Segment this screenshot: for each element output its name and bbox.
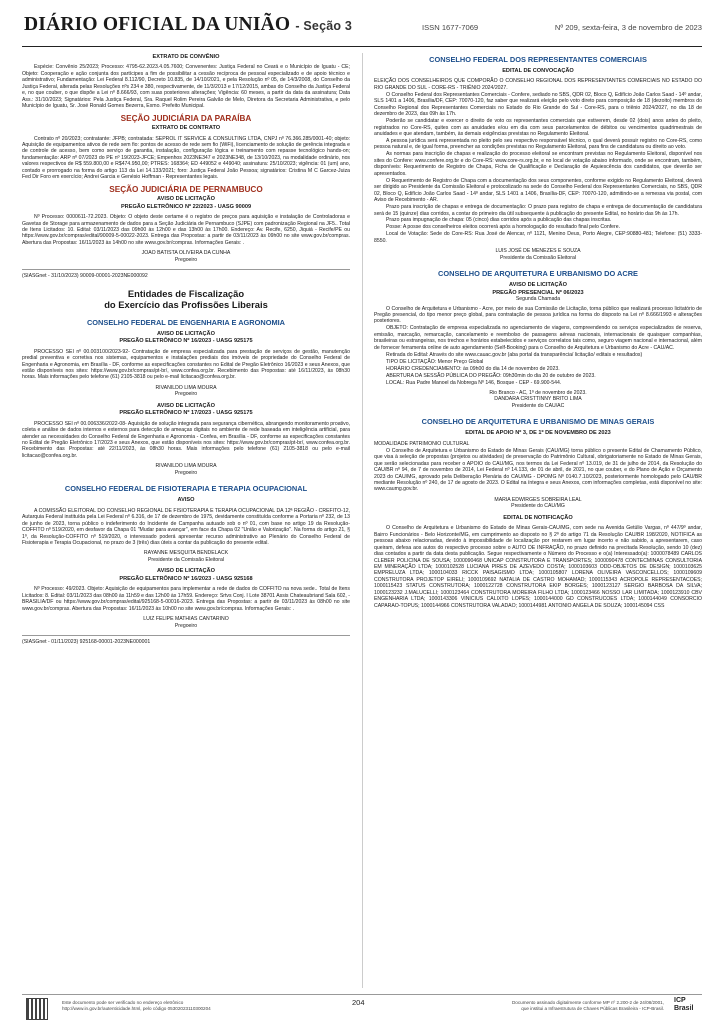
- verification-note: Este documento pode ser verificado no endereço eletrônico http://www.in.gov.br/autenticidade.html, pelo código 05302023110300204: [62, 1000, 211, 1011]
- article-text: HORÁRIO CREDENCIAMENTO: às 09h00 do dia 14 de novembro de 2023.: [386, 365, 560, 372]
- journal-title: DIÁRIO OFICIAL DA UNIÃO - Seção 3: [24, 14, 353, 35]
- article-subtitle: PREGÃO ELETRÔNICO Nº 16/2023 - UASG 925168: [119, 575, 253, 582]
- siasg-reference: (SIASGnet - 01/11/2023) 925168-00001-2023NE000001: [22, 639, 151, 645]
- article-text: Prazo para inscrição de chapas e entrega de documentação: O prazo para registro de chapa e entrega de documentação de candidatura será de 15 (quinze) dias corridos, a contar do primeiro dia útil subsequente à publicação do presente Edital, no horário das 9h às 17h.: [374, 204, 702, 217]
- article-subtitle: PREGÃO ELETRÔNICO Nº 17/2023 - UASG 925175: [119, 410, 253, 417]
- article-title: AVISO DE LICITAÇÃO: [157, 402, 215, 409]
- icp-brasil-logo: ICP Brasil: [674, 997, 694, 1012]
- section-label: - Seção 3: [295, 19, 353, 33]
- siasg-reference: (SIASGnet - 31/10/2023) 90009-00001-2023NE000092: [22, 273, 148, 280]
- article-text: A COMISSÃO ELEITORAL DO CONSELHO REGIONAL DE FISIOTERAPIA E TERAPIA OCUPACIONAL DA 12ª REGIÃO - CREFITO-12, Autarquia Federal instituída pela Lei Federal nº 6.316, de 17 de dezembro de 1975, devidamente constituída conforme a Portaria nº 232, de 13 de junho de 2023, torna público o indeferimento do Incidente de Campanha autuado sob o nº 01, com base no artigo 19 da Resolução-COFFITO nº 519/2020, em desfavor da Chapa 01 "Mudar para avançar", em face da Chapa 02 "União e Valorização". Na forma do artigo 21, § 1º, da Resolução-COFFITO nº 519/2020, o interessado poderá apresentar recurso administrativo ao Plenário do Conselho Federal de Fisioterapia e Terapia Ocupacional, no prazo de 3 (três) dias úteis a contar da publicação do presente edital.: [22, 507, 350, 547]
- article-text: Local de Votação: Sede do Core-RS: Rua José de Alencar, nº 1121, Menino Deus, Porto Alegre, CEP:90880-481; Telefone: (51) 3333-8550.: [374, 231, 702, 244]
- article-text: PROCESSO SEI nº 00.006336/2022-08- Aquisição de solução integrada para segurança cibernética, abrangendo monitoramento proativo, coleta e análise de dados internos e externos para detecção de ameaças digitais no ambiente de rede baseada em inteligência artificial, para atender as necessidades do Conselho Federal de Engenharia e Agronomia - Confea, em Brasília - DF, conforme as especificações constantes no Edital de Pregão Eletrônico 17/2023 e seus Anexos, que estão disponíveis nos sites: https://www.gov.br/compras/pt-br/, www.confea.org.br. Recebimento das Propostas: até 22/11/2023, às 08h30 horas. Mais informações pelo telefone (61) 2105-3818 ou pelo e-mail licitacao@confea.org.br.: [22, 420, 350, 459]
- article-text: As normas para inscrição de chapas e realização do processo eleitoral se encontram previstas no Regulamento Eleitoral, disponível nos sites do Confere: www.confere.org.br e do Core-RS: www.core-rs.org.br, e no local de votação abaixo informado, onde se encontram, também, disponíveis: Requerimento de Registro de Chapa, Ficha de Qualificação e Declaração de Aquiescência dos candidatos, que deverão ser apresentados.: [374, 151, 702, 177]
- qr-code-icon: [26, 998, 48, 1020]
- organization-heading: CONSELHO FEDERAL DE FISIOTERAPIA E TERAPIA OCUPACIONAL: [64, 484, 308, 494]
- signature: LUIZ FELIPE MATHIAS CANTARINO Pregoeiro: [143, 616, 229, 629]
- column-divider: [362, 53, 363, 988]
- divider: [22, 269, 350, 270]
- article-text: Prazo para impugnação de chapa: 05 (cinco) dias corridos após a publicação das chapas inscritas.: [386, 217, 612, 224]
- article-title: EDITAL DE CONVOCAÇÃO: [502, 68, 574, 74]
- issn: ISSN 1677-7069: [422, 23, 479, 32]
- article-subtitle-note: Segunda Chamada: [515, 296, 561, 303]
- article-title: AVISO DE LICITAÇÃO: [157, 568, 215, 575]
- article-text: A pessoa jurídica será representada no pleito pelo seu respectivo responsável técnico, o qual deverá possuir registro no Core-RS, como pessoa natural e, de igual forma, preencher as condições previstas no Regulamento Eleitoral, para fins de candidatura ou direito ao voto.: [374, 138, 702, 151]
- article-text: Posse: A posse dos conselheiros eleitos ocorrerá após a homologação do resultado final pelo Confere.: [386, 224, 621, 231]
- divider: [22, 635, 350, 636]
- signature: MARIA EDWIRGES SOBREIRA LEAL Presidente do CAU/MG: [494, 496, 582, 510]
- article-title: EDITAL DE APOIO Nº 3, DE 1º DE NOVEMBRO DE 2023: [465, 430, 611, 437]
- right-column: [374, 53, 702, 610]
- article-text: MODALIDADE PATRIMONIO CULTURAL: [374, 440, 470, 447]
- article-text: Retirada do Edital: Através do site www.cauac.gov.br (aba portal da transparência/ licitação/ editais e resultados): [386, 351, 643, 358]
- signature: JOAO BATISTA OLIVEIRA DA CUNHA Pregoeiro: [141, 250, 231, 263]
- article-title: EXTRATO DE CONTRATO: [151, 125, 221, 132]
- section-heading: SEÇÃO JUDICIÁRIA DA PARAÍBA: [120, 113, 252, 123]
- left-column: [22, 53, 350, 646]
- article-subtitle: PREGÃO PRESENCIAL Nº 06/2023: [492, 289, 584, 296]
- article-title: AVISO DE LICITAÇÃO: [157, 330, 215, 337]
- article-title: AVISO DE LICITAÇÃO: [157, 196, 215, 203]
- article-text: Contrato nº 20/2023; contratante: JFPB; contratada: SEPROL IT SERVICE & CONSULTING LTDA, CNPJ nº 76.366.285/0001-40; objeto: Aquisição de equipamentos ativos de rede sem fio: pontos de acesso de rede sem fio (WiFi), licenciamento de solução de gerência integrada e de controle de acesso, bem como serviço de garantia, instalação, configuração lógica e treinamento com repasse tecnológico hands-on; fundamentação: ARP nº 07/2023 do PE nº 19/2023-JFCE; Empenhos 2023NE347 e 2023NE348, de 13/10/2023, na modalidade ordinário, nos valores respectivos de R$ 559.800,00 e R$474.950,00; PTRES: 168364; ED 449052 e 449040; assinatura: 25/10/2023; vigência: 01 (um) ano, contado e prorrogado na forma do artigo 113 da Lei 14.133/2021; foro: Justiça Federal João Pessoa; signatários: Cristina M C Garcez-Juiza Fed Dir Foro em exercício; Andrei Garcia e Genésio Hoffman - Representantes legais.: [22, 135, 350, 181]
- article-text: Espécie: Convênio 25/2023; Processo: 4795-62.2023.4.05.7600; Convenentes: Justiça Federal no Ceará e o Município de Iguatu - CE; Objeto: Cooperação e ação conjunta dos partícipes a fim de possibilitar a cessão recíproca de pessoal especializado e de apoio técnico e administrativo; Fundamentação: Lei Federal 8.112/90, Decreto 10.835, de 14/10/2021, e pela Resolução nº 05, de 14/3/2008, do Conselho da Justiça Federal, alterada pelas Resoluções nºs 234 e 380, respectivamente, de 11/3/2013 e 17/12/2015, ambas do Conselho da Justiça Federal e, no que couber, o que dispõe a Lei nº 8.666/93, com suas posteriores alterações; Vigência: 60 meses, a partir da data da assinatura; Data Ass.: 31/10/2023; Signatários: Pela Justiça Federal, Sra. Raquel Rolim Pereira Galvão de Melo, Diretora da Secretaria Administrativa, e pelo Município de Iguatu, Sr. José Ronald Gomes Bezerra, Exmo. Prefeito Municipal.: [22, 64, 350, 110]
- article-title: EDITAL DE NOTIFICAÇÃO: [503, 514, 573, 521]
- article-text: O Conselho de Arquitetura e Urbanismo - Acre, por meio de sua Comissão de Licitação, torna público que realizará processo licitatório de Pregão presencial, do tipo menor preço global, para contratação de pessoa jurídica na forma do disposto na Lei nº 8.666/1993 e alterações posteriores.: [374, 305, 702, 325]
- article-title: EXTRATO DE CONVÊNIO: [152, 54, 220, 60]
- article-text: OBJETO: Contratação de empresa especializada no agenciamento de viagens, compreendendo os serviços especializados de reserva, emissão, marcação, remarcação, cancelamento e reembolso de passagens aéreas nacionais, internacionais de quaisquer companhias, brasileiras ou estrangeiras, nos trechos e horários estabelecidos e serviços correlatos tais como, seguro viagem nacional e internacional, além de fornecer ferramenta online de auto agendamento (Self-Booking) para o Conselho de Arquitetura e Urbanismo do Acre - CAU/AC.: [374, 325, 702, 351]
- article-text: LOCAL: Rua Padre Manoel da Nobrega Nº 146, Bosque - CEP - 69.900-544.: [386, 379, 562, 386]
- article-text: Poderão se candidatar e exercer o direito de voto os representantes comerciais que estiverem, desde 02 (dois) anos antes do pleito, registrados no Core-RS, quites com as anuidades e/ou em dia com seus parcelamentos de débitos ou vencimentos quadrimestrais de anuidades e que atendam, também, às demais exigências previstas no Regulamento Eleitoral.: [374, 118, 702, 138]
- article-text: O Requerimento de Registro de Chapa com a documentação dos seus componentes, conforme exigido no Regulamento Eleitoral, deverá ser dirigido ao Presidente da Comissão Eleitoral e protocolizado na sede do Conselho Federal dos Representantes Comerciais, no SBS, QDR 02, Bloco Q, Edifício João Carlos Saad - 14º andar, SLS 1401 a 1406, Brasília-DF, CEP: 70070-120, admitindo-se a remessa via postal, com Aviso de Recebimento - AR.: [374, 177, 702, 204]
- article-text: ABERTURA DA SESSÃO PÚBLICA DO PREGÃO: 09h30min do dia 20 de outubro de 2023.: [386, 372, 596, 379]
- article-text: O Conselho Federal dos Representantes Comerciais - Confere, sediado no SBS, QDR 02, Bloco Q, Edifício João Carlos Saad - 14º andar, SLS 1401 a 1406, Brasília/DF, CEP: 70070-120, faz saber que realizará eleição pelo voto direto para composição de 18 (dezoito) membros do Conselho Regional dos Representantes Comerciais no Estado do Rio Grande do Sul - Core-RS, para o triênio 2024/2027, no dia 18 de dezembro de 2023, das 09h às 17h.: [374, 91, 702, 118]
- category-heading: Entidades de Fiscalização do Exercício das Profissões Liberais: [104, 287, 268, 310]
- organization-heading: CONSELHO FEDERAL DE ENGENHARIA E AGRONOMIA: [86, 317, 286, 327]
- article-title: AVISO DE LICITAÇÃO: [509, 282, 567, 289]
- article-text: PROCESSO SEI nº 00.003100/2023-92- Contratação de empresa especializada para prestação de serviços de gestão, manutenção predial preventiva e corretiva nos sistemas, equipamentos e instalações prediais dos imóveis de propriedade do Conselho Federal de Engenharia e Agronomia, em Brasília - DF, conforme as especificações constantes no Edital de Pregão Eletrônico 16/2023 e seus Anexos, que estão disponíveis nos sites: https://www.gov.br/compras/pt-br/, www.confea.org.br. Recebimento das Propostas: até 16/11/2023, às 08h30 horas. Mais informações pelo telefone (61) 2105-3818 ou pelo e-mail licitacao@confea.org.br.: [22, 348, 350, 381]
- organization-heading: CONSELHO FEDERAL DOS REPRESENTANTES COMERCIAIS: [429, 55, 647, 64]
- article-text: Nº Processo: 49/2023. Objeto: Aquisição de equipamentos para implementar a rede de dados do COFFITO na nova sede.. Total de Itens Licitados: 8. Edital: 03/11/2023 das 08h00 às 11h59 e das 12h00 às 17h59. Endereço: Srtvs Conj. I Lote 38701 Assis Chateaubriand Sala 602, - BRASILIA/DF ou https://www.gov.br/compras/edital/925168-5-00016-2023. Entrega das Propostas: a partir de 03/11/2023 às 08h00 no site www.gov.br/compras. Abertura das Propostas: 16/11/2023 às 10h00 no site www.gov.br/compras. Informações Gerais: .: [22, 586, 350, 612]
- signature: RIVANILDO LIMA MOURA Pregoeiro: [155, 384, 217, 398]
- article-subtitle: PREGÃO ELETRÔNICO Nº 16/2023 - UASG 925175: [119, 338, 253, 345]
- article-text: TIPO DE LICITAÇÃO: Menor Preço Global: [386, 358, 484, 365]
- article-text: O Conselho de Arquitetura e Urbanismo do Estado de Minas Gerais-CAU/MG, com sede na Avenida Getúlio Vargas, nº 447/9º andar, Bairro Funcionários - Belo Horizonte/MG, em cumprimento ao disposto no § 2º do artigo 71 da Resolução CAU/BR 198/2020, NOTIFICA as pessoas abaixo relacionadas, devido à impossibilidade de localização por restarem em lugar incerto e não sabido, a apresentarem, caso queiram, defesa aos autos do respectivo processo sobre o AUTO DE INFRAÇÃO, no prazo definido na precitada Resolução, sendo 10 (dez) dias contados a partir da data desta publicação. Segue respectivamente o Número do Processo e o(a) Interessado(a): 1000078489 CARLOS CLEBER POLICINA DE SOUSA; 1000090468 UNICAP CONSTRUTORA E TRANSPORTES; 1000090478 CONTECMINAS CONSULTORIA EM MINERAÇÃO LTDA; 1000102528 LUCIANA PIRES DE AZEVEDO COSTA; 1000103603 ODD-OBJETOS DE DESIGN; 1000103625 EMPRELUZA LTDA; 1000104033 RICCK PAISAGISMO LTDA; 1000105807 LORENA OLIVEIRA VASCONCELLOS; 1000109609 CONSTRUTORA PROJETOP EIRELI; 1000109692 NATALIA DE CASTRO MOHAMAD; 1000115343 ACROPOLE REPRESENTACOES; 1000115423 STATUS CONSTRUTORA; 1000122728 CONSTRUTORA EKIP BORGES; 1000123127 SERGIO BARBOSA DA SILVA; 1000123232 J.MALUCELLI; 1000123464 CONSTRUTORA MOREIRA FILHO LTDA; 1000123466 NOSSO LAR LIMITADA; 1000123910 CBV ENGENHARIA LTDA; 1000143306 VINICIUS CALIXTO LOPES; 1000144000 GD CONSTRUCOES LTDA; 1000144049 CONSORCIO CAPARAO-TOPUS; 1000144966 CONSTRUTORA VALADAO; 1000144981 ANTONIO ANGELA DE SOUZA; 1000145094 CSS: [374, 525, 702, 609]
- signature: RAYANNE MESQUITA BENDELACK Presidente da Comissão Eleitoral: [143, 550, 229, 563]
- organization-heading: CONSELHO DE ARQUITETURA E URBANISMO DO ACRE: [438, 269, 638, 279]
- article-subtitle: PREGÃO ELETRÔNICO Nº 22/2023 - UASG 90009: [120, 203, 252, 210]
- signature-note: Documento assinado digitalmente conforme MP nº 2.200-2 de 24/08/2001, que institui a Infraestrutura de Chaves Públicas Brasileira - ICP-Brasil.: [511, 1000, 664, 1011]
- page-footer: [22, 994, 702, 1021]
- signature: RIVANILDO LIMA MOURA Pregoeiro: [155, 463, 217, 476]
- article-text: O Conselho de Arquitetura e Urbanismo do Estado de Minas Gerais (CAU/MG) torna público o presente Edital de Chamamento Público, que visa à seleção de propostas (projetos ou atividades) de preservação do Patrimônio Cultural, obrigatoriamente no Estado de Minas Gerais, que serão selecionadas para receber o APOIO do CAU/MG, nos termos da Lei Federal nº 13.019, de 31 de julho de 2014, da Resolução do CAU/BR nº 94, de 7 de novembro de 2014, Lei Federal nº 14.133, de 01 de abril, de 2021, no que couber, e do Plano de Ação e Orçamento 2023 do CAU/MG, aprovado pela Deliberação Plenária do CAU/MG - DPOMG Nº 0140.7.10/2023, posteriormente homologado pelo CAU/BR mediante Resolução nº 240, de 17 de agosto de 2023. O Edital na íntegra e seus Anexos, com informações completas, está disponível no site: www.caumg.gov.br.: [374, 447, 702, 493]
- edition-info: Nº 209, sexta-feira, 3 de novembro de 2023: [554, 23, 702, 32]
- section-heading: SEÇÃO JUDICIÁRIA DE PERNAMBUCO: [109, 184, 263, 194]
- organization-heading: CONSELHO DE ARQUITETURA E URBANISMO DE MINAS GERAIS: [421, 417, 655, 427]
- page-header: [22, 12, 702, 47]
- article-text: Nº Processo: 0000611-72.2023. Objeto: O objeto deste certame é o registro de preços para aquisição e instalação de Controladoras e Gavetas de Storage para armazenamento de dados para a Seção Judiciária de Pernambuco (SJPE) com padronização Regional na JF5.. Total de Itens Licitados: 10. Edital: 03/11/2023 das 09h00 às 12h00 e das 13h00 às 17h00. Endereço: Av. Recife, 6250, Jiquiá - Recife/PE ou https://www.gov.br/compras/edital/90009-5-00022-2023. Entrega das Propostas: a partir de 03/11/2023 às 09h00 no site www.gov.br/compras. Abertura das Propostas: 16/11/2023 às 14h00 no site www.gov.br/compras. Informações Gerais: .: [22, 214, 350, 246]
- article-text: ELEIÇÃO DOS CONSELHEIROS QUE COMPORÃO O CONSELHO REGIONAL DOS REPRESENTANTES COMERCIAIS NO ESTADO DO RIO GRANDE DO SUL - CORE-RS - TRIÊNIO 2024/2027.: [374, 78, 702, 91]
- signature: Rio Branco - AC, 1º de novembro de 2023. DANDARA CRISTTINNY BRITO LIMA Presidente do CAU/AC: [489, 389, 587, 409]
- article-title: AVISO: [177, 497, 195, 504]
- signature: LUIS JOSÉ DE MENEZES E SOUZA Presidente da Comissão Eleitoral: [495, 248, 581, 261]
- page-number: 204: [352, 998, 365, 1007]
